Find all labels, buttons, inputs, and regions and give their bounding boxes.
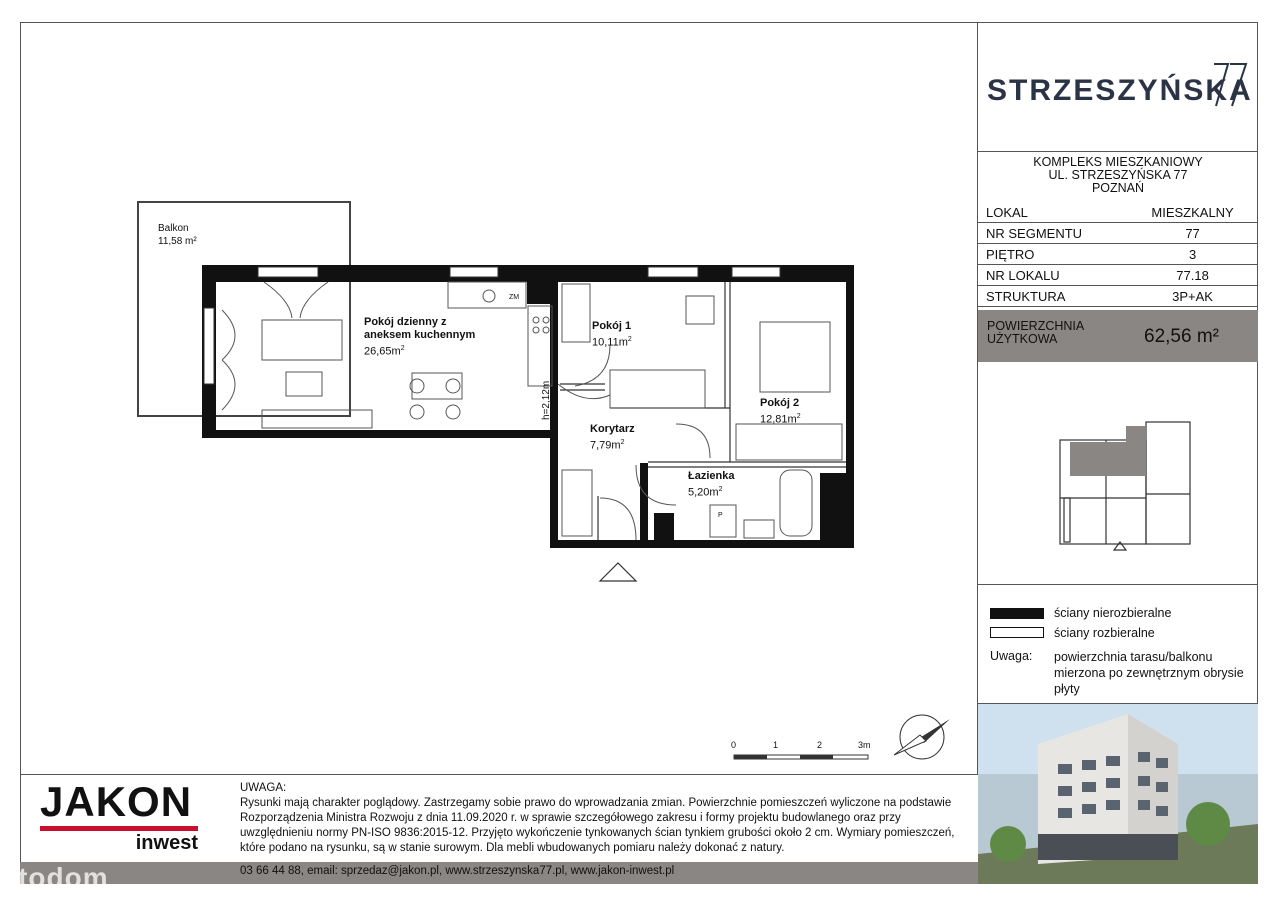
jakon-logo — [40, 780, 200, 860]
contact-info: 03 66 44 88, email: sprzedaz@jakon.pl, www.strzeszynska77.pl, www.jakon-inwest.pl — [240, 865, 675, 877]
north-arrow-icon — [894, 715, 950, 759]
scale-tick: 2 — [817, 740, 823, 750]
room-area: 26,65m — [364, 345, 401, 358]
scale-tick: 3m — [858, 740, 871, 750]
legend-solid-label: ściany nierozbieralne — [1054, 606, 1172, 620]
room-name: Łazienka — [688, 470, 735, 482]
info-label: PIĘTRO — [978, 244, 1127, 265]
info-row — [978, 202, 1258, 223]
room-korytarz: Korytarz $7,79m^2$ — [590, 423, 635, 452]
legend-light-swatch — [990, 627, 1044, 638]
legend-solid-swatch — [990, 608, 1044, 619]
watermark: otodom — [0, 862, 109, 893]
room-area: 11,58 m² — [158, 236, 197, 247]
building-photo — [978, 704, 1258, 884]
note-label: Uwaga: — [990, 649, 1033, 663]
room-pokoj1: Pokój 1 $10,11m^2$ — [592, 320, 632, 349]
info-label: NR LOKALU — [978, 265, 1127, 286]
logo-subtitle: inwest — [135, 832, 198, 854]
room-balkon — [158, 222, 197, 248]
windows — [204, 267, 780, 384]
legend-light-label: ściany rozbieralne — [1054, 626, 1155, 640]
brand-77-logo — [1212, 60, 1252, 110]
scale-tick: 0 — [731, 740, 737, 750]
info-value: 77 — [1127, 223, 1258, 244]
room-living: Pokój dzienny z aneksem kuchennym $26,65m^2$ — [364, 316, 476, 358]
key-plan-highlight — [1070, 442, 1146, 476]
info-value: 3P+AK — [1127, 286, 1258, 307]
info-label: STRUKTURA — [978, 286, 1127, 307]
info-row — [978, 286, 1258, 307]
usable-area-label — [987, 320, 1084, 346]
zm-label: ZM — [509, 294, 520, 301]
scale-bar — [734, 755, 868, 759]
info-label: NR SEGMENTU — [978, 223, 1127, 244]
room-name: Korytarz — [590, 423, 635, 435]
room-area: 7,79m — [590, 439, 621, 452]
disclaimer — [240, 781, 970, 856]
complex-line: KOMPLEKS MIESZKANIOWY — [1033, 155, 1203, 169]
room-name: aneksem kuchennym — [364, 329, 476, 341]
complex-line: UL. STRZESZYŃSKA 77 — [1048, 168, 1188, 182]
info-label: LOKAL — [978, 202, 1127, 223]
info-value: 3 — [1127, 244, 1258, 265]
info-row — [978, 244, 1258, 265]
usable-area-box — [978, 310, 1258, 362]
complex-address — [978, 156, 1258, 195]
logo-wordmark: JAKON — [40, 778, 193, 825]
footer-divider — [20, 774, 978, 775]
divider — [978, 584, 1258, 585]
room-name: Balkon — [158, 223, 189, 234]
disclaimer-title: UWAGA: — [240, 782, 287, 794]
room-area: 12,81m — [760, 413, 797, 426]
room-lazienka: Łazienka $5,20m^2$ — [688, 470, 735, 499]
room-name: Pokój 2 — [760, 397, 800, 409]
key-plan — [1056, 414, 1196, 564]
p-label: P — [718, 512, 723, 519]
usable-area-value: 62,56 m² — [1144, 326, 1219, 347]
info-value: 77.18 — [1127, 265, 1258, 286]
info-value: MIESZKALNY — [1127, 202, 1258, 223]
room-area: 5,20m — [688, 486, 719, 499]
room-area: 10,11m — [592, 336, 628, 349]
room-name: Pokój 1 — [592, 320, 632, 332]
ceiling-height-label: h=2,12m — [541, 380, 552, 420]
info-row — [978, 223, 1258, 244]
area-label-line: POWIERZCHNIA — [987, 319, 1085, 333]
note-text: powierzchnia tarasu/balkonu mierzona po zewnętrznym obrysie płyty — [1054, 650, 1244, 696]
entrance-marker — [600, 563, 636, 581]
key-plan-highlight — [1126, 426, 1146, 444]
disclaimer-text: Rysunki mają charakter poglądowy. Zastrzegamy sobie prawo do wprowadzania zmian. Powierzchnie pomieszczeń wyliczone na podstawie Rozporządzenia Ministra Rozwoju z dnia 11.09.2020 r. w sprawie szczegółowego zakresu i formy projektu budowlanego oraz przy uwzględnieniu normy PN-ISO 9836:2015-12. Przyjęto wykończenie tynkowanych ścian tynkiem grubości około 2 cm. Wymiary pomieszczeń, które podano na rysunku, są w stanie surowym. Dla mebli wbudowanych pomiaru należy dokonać z natury. — [240, 797, 955, 854]
apartment-info-table — [978, 202, 1258, 307]
brand-title: STRZESZYŃSKA — [987, 74, 1253, 107]
room-name: Pokój dzienny z — [364, 316, 447, 328]
divider — [978, 151, 1258, 152]
area-label-line: UŻYTKOWA — [987, 332, 1058, 346]
scale-tick: 1 — [773, 740, 779, 750]
info-row — [978, 265, 1258, 286]
complex-line: POZNAŃ — [1091, 181, 1145, 195]
furniture — [222, 282, 842, 540]
room-pokoj2: Pokój 2 $12,81m^2$ — [760, 397, 801, 426]
